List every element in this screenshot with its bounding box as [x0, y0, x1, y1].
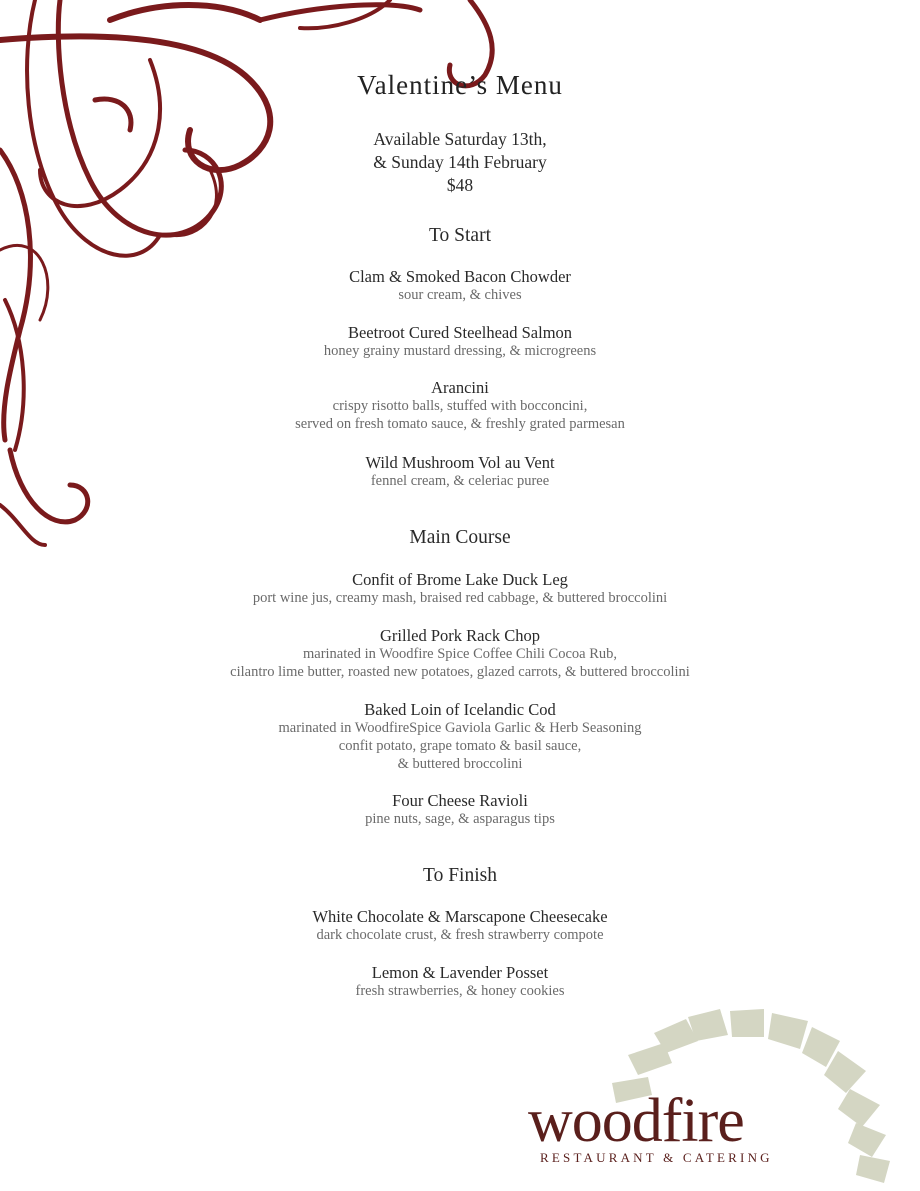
menu-title: Valentine’s Menu [357, 70, 563, 100]
item-desc: marinated in Woodfire Spice Coffee Chili Cocoa Rub, [302, 646, 617, 662]
item-desc: pine nuts, sage, & asparagus tips [365, 811, 555, 827]
menu-item [0, 963, 920, 1000]
logo-wordmark: woodfire [528, 1087, 744, 1155]
item-desc: port wine jus, creamy mash, braised red cabbage, & buttered broccolini [252, 590, 668, 606]
item-desc: fennel cream, & celeriac puree [370, 473, 550, 489]
item-desc: crispy risotto balls, stuffed with bocconcini, [332, 398, 588, 414]
price: $48 [446, 175, 474, 195]
section-title-to-finish: To Finish [423, 865, 497, 886]
menu-item [0, 791, 920, 828]
menu-item [0, 453, 920, 490]
availability-line: Available Saturday 13th, [373, 129, 547, 149]
item-desc: sour cream, & chives [398, 287, 522, 303]
availability-line: & Sunday 14th February [373, 152, 547, 172]
section-title-to-start: To Start [428, 225, 491, 246]
item-name: Baked Loin of Icelandic Cod [364, 700, 556, 719]
item-name: Four Cheese Ravioli [392, 791, 528, 810]
item-name: Lemon & Lavender Posset [371, 963, 549, 982]
item-desc: cilantro lime butter, roasted new potatoes, glazed carrots, & buttered broccolini [230, 664, 690, 680]
item-desc: dark chocolate crust, & fresh strawberry compote [316, 927, 604, 943]
item-name: White Chocolate & Marscapone Cheesecake [312, 907, 608, 926]
item-name: Confit of Brome Lake Duck Leg [352, 570, 568, 589]
item-name: Clam & Smoked Bacon Chowder [349, 267, 571, 286]
availability-block [0, 128, 920, 197]
menu-item [0, 626, 920, 681]
section-title-main-course: Main Course [409, 527, 511, 548]
item-name: Arancini [431, 378, 489, 397]
logo-tagline: RESTAURANT & CATERING [540, 1150, 773, 1165]
item-desc: marinated in WoodfireSpice Gaviola Garlic & Herb Seasoning [278, 720, 642, 736]
item-name: Beetroot Cured Steelhead Salmon [347, 323, 573, 342]
menu-item [0, 907, 920, 944]
item-name: Wild Mushroom Vol au Vent [365, 453, 555, 472]
menu-item [0, 700, 920, 773]
item-desc: & buttered broccolini [397, 756, 523, 772]
item-desc: honey grainy mustard dressing, & microgreens [323, 343, 597, 359]
menu-item [0, 570, 920, 607]
item-desc: fresh strawberries, & honey cookies [355, 983, 565, 999]
item-name: Grilled Pork Rack Chop [380, 626, 540, 645]
item-desc: confit potato, grape tomato & basil sauce, [338, 738, 582, 754]
menu-item [0, 378, 920, 433]
item-desc: served on fresh tomato sauce, & freshly grated parmesan [295, 416, 625, 432]
menu-item [0, 323, 920, 360]
menu-item [0, 267, 920, 304]
